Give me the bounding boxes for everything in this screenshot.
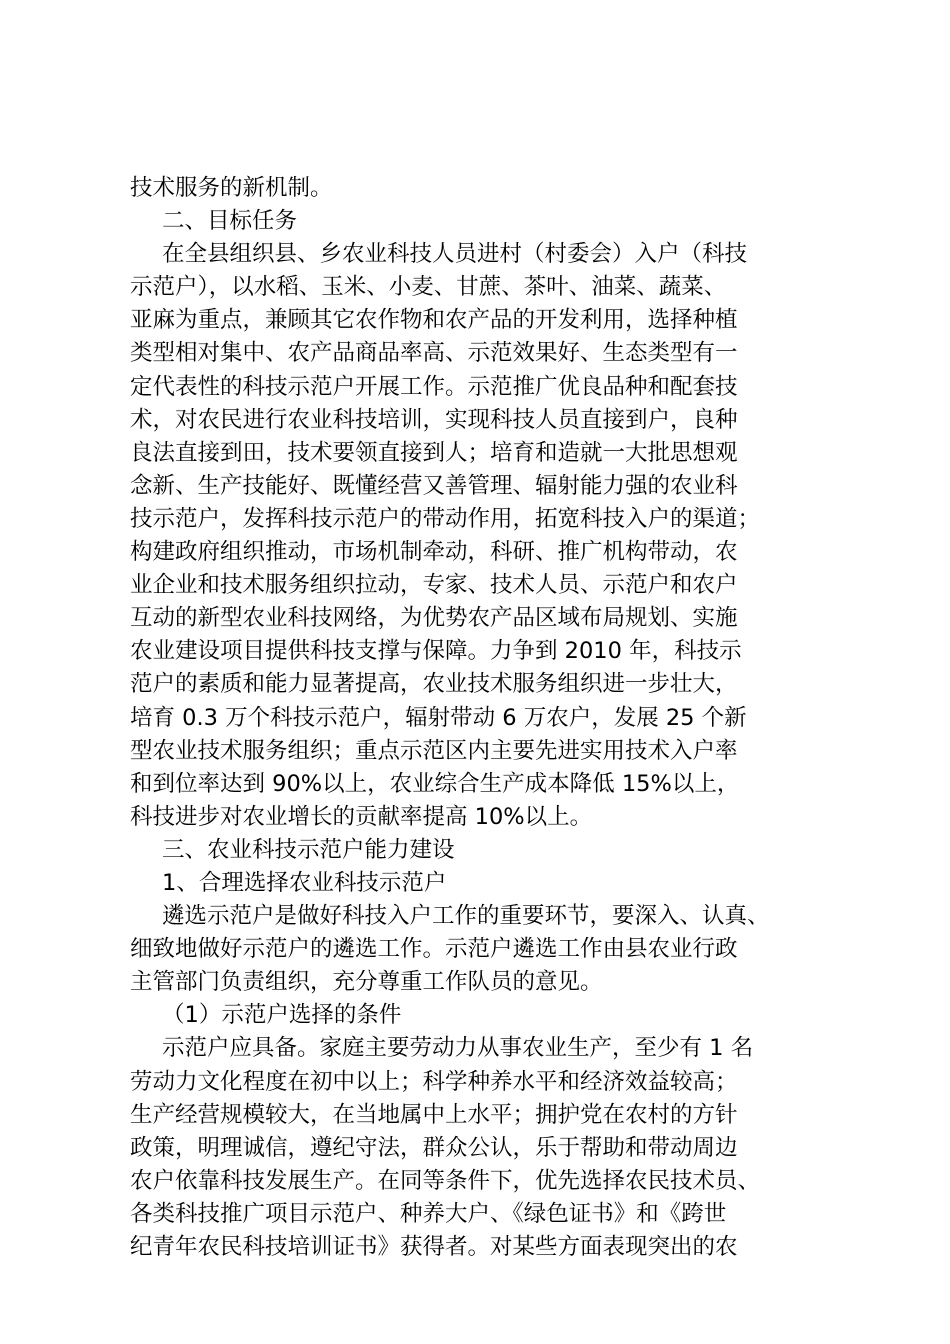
text-line: 农户依靠科技发展生产。在同等条件下，优先选择农民技术员、 [130,1167,761,1194]
text-line: 示范户），以水稻、玉米、小麦、甘蔗、茶叶、油菜、蔬菜、 [130,274,727,301]
text-line: 类型相对集中、农产品商品率高、示范效果好、生态类型有一 [130,340,738,367]
text-line: 范户的素质和能力显著提高，农业技术服务组织进一步壮大， [130,671,738,698]
text-line: 互动的新型农业科技网络，为优势农产品区域布局规划、实施 [130,605,738,632]
text-line: 劳动力文化程度在初中以上；科学种养水平和经济效益较高； [130,1068,738,1095]
text-line: 科技进步对农业增长的贡献率提高 10%以上。 [130,803,593,830]
text-line: 良法直接到田，技术要领直接到人；培育和造就一大批思想观 [130,439,738,466]
text-line: 遴选示范户是做好科技入户工作的重要环节，要深入、认真、 [162,903,770,930]
text-line: 定代表性的科技示范户开展工作。示范推广优良品种和配套技 [130,373,738,400]
text-line: 和到位率达到 90%以上，农业综合生产成本降低 15%以上， [130,770,740,797]
text-line: 主管部门负责组织，充分尊重工作队员的意见。 [130,969,603,996]
text-line: 念新、生产技能好、既懂经营又善管理、辐射能力强的农业科 [130,472,738,499]
text-line: 纪青年农民科技培训证书》获得者。对某些方面表现突出的农 [130,1234,738,1260]
text-line: 技示范户，发挥科技示范户的带动作用，拓宽科技入户的渠道； [130,505,761,532]
text-line: 1、合理选择农业科技示范户 [162,869,447,896]
text-line: 生产经营规模较大，在当地属中上水平；拥护党在农村的方针 [130,1101,738,1128]
text-line: 示范户应具备。家庭主要劳动力从事农业生产，至少有 1 名 [162,1035,754,1062]
text-line: （1）示范户选择的条件 [162,1002,402,1029]
text-line: 业企业和技术服务组织拉动，专家、技术人员、示范户和农户 [130,572,738,599]
text-line: 政策，明理诚信，遵纪守法，群众公认，乐于帮助和带动周边 [130,1134,738,1161]
text-line: 培育 0.3 万个科技示范户，辐射带动 6 万农户，发展 25 个新 [130,704,747,731]
text-line: 在全县组织县、乡农业科技人员进村（村委会）入户（科技 [162,241,748,268]
text-line: 型农业技术服务组织；重点示范区内主要先进实用技术入户率 [130,737,738,764]
text-line: 细致地做好示范户的遴选工作。示范户遴选工作由县农业行政 [130,936,738,963]
text-line: 三、农业科技示范户能力建设 [162,836,455,863]
text-line: 术，对农民进行农业科技培训，实现科技人员直接到户，良种 [130,406,738,433]
text-line: 技术服务的新机制。 [130,175,333,201]
text-line: 亚麻为重点，兼顾其它农作物和农产品的开发利用，选择种植 [130,307,738,334]
document-body [130,172,850,1264]
text-line: 二、目标任务 [162,208,298,235]
text-line: 各类科技推广项目示范户、种养大户、《绿色证书》和《跨世 [130,1200,727,1227]
text-line: 构建政府组织推动，市场机制牵动，科研、推广机构带动，农 [130,539,738,566]
text-line: 农业建设项目提供科技支撑与保障。力争到 2010 年，科技示 [130,638,742,665]
